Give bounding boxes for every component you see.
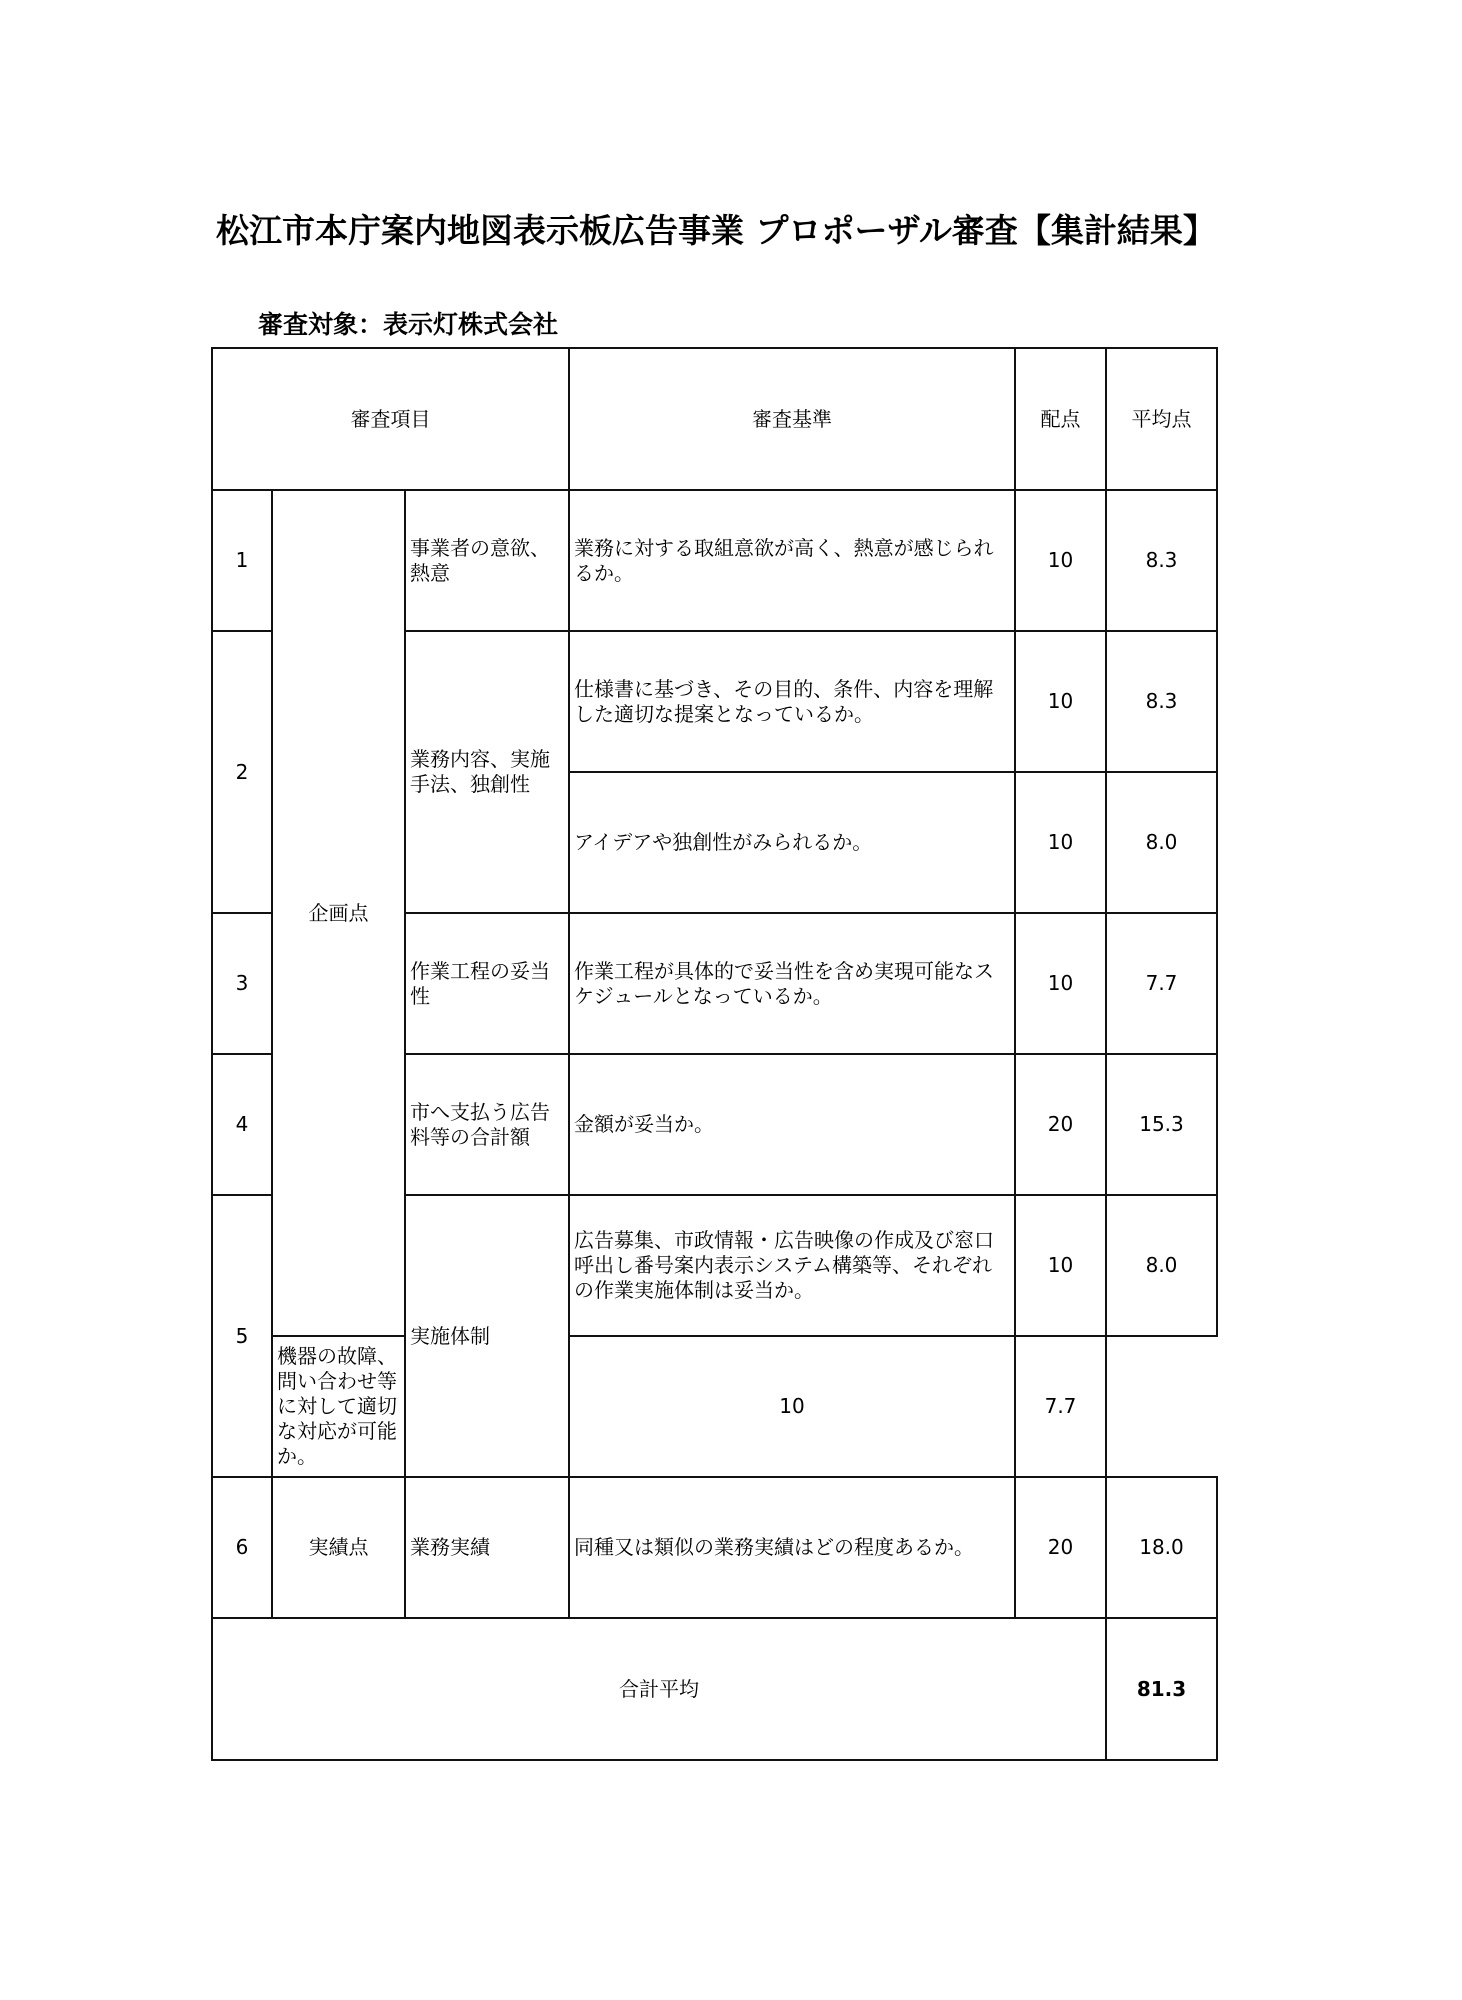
- row-number: 3: [212, 913, 272, 1054]
- allotted-points: 10: [1015, 631, 1106, 772]
- allotted-points: 10: [1015, 772, 1106, 913]
- review-subject-label: 審査対象：: [258, 310, 384, 339]
- average-points: 7.7: [1106, 913, 1217, 1054]
- allotted-points: 10: [1015, 913, 1106, 1054]
- row-number: 1: [212, 490, 272, 631]
- review-criteria: 業務に対する取組意欲が高く、熱意が感じられるか。: [569, 490, 1015, 631]
- review-subject: [258, 305, 558, 341]
- total-label: 合計平均: [212, 1618, 1106, 1760]
- allotted-points: 20: [1015, 1054, 1106, 1195]
- average-points: 18.0: [1106, 1477, 1217, 1618]
- review-criteria: アイデアや独創性がみられるか。: [569, 772, 1015, 913]
- header-item: 審査項目: [212, 348, 569, 490]
- review-subject-name: 表示灯株式会社: [383, 310, 559, 339]
- review-criteria: 仕様書に基づき、その目的、条件、内容を理解した適切な提案となっているか。: [569, 631, 1015, 772]
- review-item: 業務実績: [405, 1477, 569, 1618]
- allotted-points: 10: [1015, 1195, 1106, 1336]
- row-number: 4: [212, 1054, 272, 1195]
- allotted-points: 20: [1015, 1477, 1106, 1618]
- group-planning: 企画点: [272, 490, 405, 1336]
- review-criteria: 作業工程が具体的で妥当性を含め実現可能なスケジュールとなっているか。: [569, 913, 1015, 1054]
- review-criteria: 機器の故障、問い合わせ等に対して適切な対応が可能か。: [272, 1336, 405, 1477]
- header-criteria: 審査基準: [569, 348, 1015, 490]
- row-number: 2: [212, 631, 272, 913]
- average-points: 8.0: [1106, 1195, 1217, 1336]
- row-number: 5: [212, 1195, 272, 1477]
- average-points: 15.3: [1106, 1054, 1217, 1195]
- average-points: 8.3: [1106, 631, 1217, 772]
- header-row: [212, 348, 1217, 490]
- row-number: 6: [212, 1477, 272, 1618]
- average-points: 8.3: [1106, 490, 1217, 631]
- review-item: 市へ支払う広告料等の合計額: [405, 1054, 569, 1195]
- table-row: [212, 1336, 1217, 1477]
- allotted-points: 10: [1015, 490, 1106, 631]
- average-points: 8.0: [1106, 772, 1217, 913]
- review-item: 作業工程の妥当性: [405, 913, 569, 1054]
- group-track-record: 実績点: [272, 1477, 405, 1618]
- header-allotted: 配点: [1015, 348, 1106, 490]
- review-item: 業務内容、実施手法、独創性: [405, 631, 569, 913]
- review-criteria: 金額が妥当か。: [569, 1054, 1015, 1195]
- document-title: 松江市本庁案内地図表示板広告事業 プロポーザル審査【集計結果】: [216, 211, 1216, 250]
- score-table: [211, 347, 1218, 1761]
- review-item: 事業者の意欲、熱意: [405, 490, 569, 631]
- table-row: [212, 490, 1217, 631]
- header-average: 平均点: [1106, 348, 1217, 490]
- review-item: 実施体制: [405, 1195, 569, 1477]
- table-row: [212, 1477, 1217, 1618]
- average-points: 7.7: [1015, 1336, 1106, 1477]
- total-average: 81.3: [1106, 1618, 1217, 1760]
- review-criteria: 同種又は類似の業務実績はどの程度あるか。: [569, 1477, 1015, 1618]
- allotted-points: 10: [569, 1336, 1015, 1477]
- review-criteria: 広告募集、市政情報・広告映像の作成及び窓口呼出し番号案内表示システム構築等、それぞれの作業実施体制は妥当か。: [569, 1195, 1015, 1336]
- total-row: [212, 1618, 1217, 1760]
